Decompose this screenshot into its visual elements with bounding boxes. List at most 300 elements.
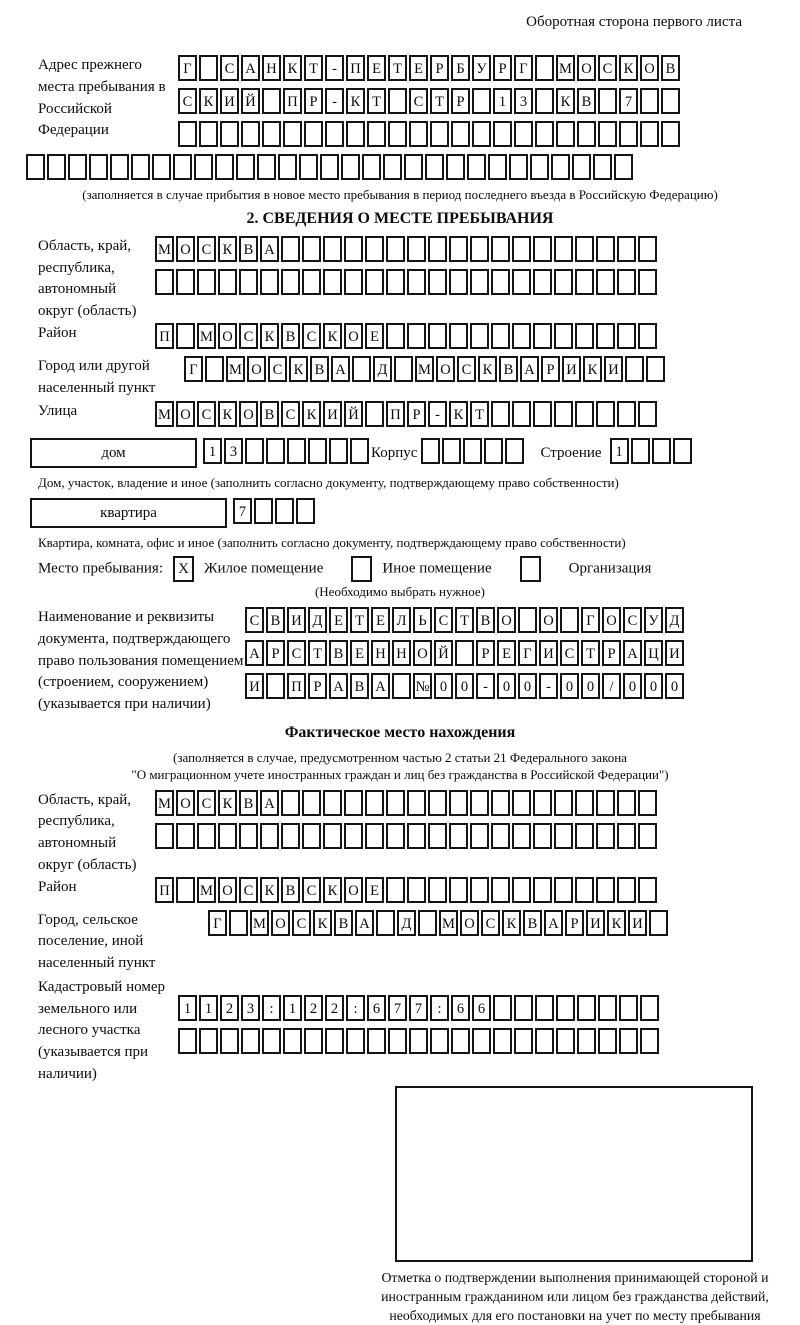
char-cell[interactable] — [640, 88, 659, 114]
char-cell[interactable]: Р — [304, 88, 323, 114]
char-cell[interactable]: 1 — [283, 995, 302, 1021]
char-cell[interactable] — [197, 269, 216, 295]
char-cell[interactable] — [491, 269, 510, 295]
char-cell[interactable] — [218, 269, 237, 295]
char-cell[interactable]: № — [413, 673, 432, 699]
char-cell[interactable]: 1 — [610, 438, 629, 464]
char-cell[interactable] — [367, 1028, 386, 1054]
char-cell[interactable] — [365, 269, 384, 295]
char-cell[interactable] — [596, 236, 615, 262]
char-cell[interactable] — [640, 995, 659, 1021]
char-cell[interactable] — [505, 438, 524, 464]
char-cell[interactable] — [365, 823, 384, 849]
char-cell[interactable] — [386, 323, 405, 349]
char-cell[interactable]: В — [577, 88, 596, 114]
char-cell[interactable]: 0 — [623, 673, 642, 699]
char-cell[interactable]: С — [302, 323, 321, 349]
char-cell[interactable]: 3 — [224, 438, 243, 464]
char-cell[interactable] — [554, 790, 573, 816]
char-cell[interactable]: 2 — [304, 995, 323, 1021]
char-cell[interactable]: - — [428, 401, 447, 427]
char-cell[interactable] — [638, 823, 657, 849]
char-cell[interactable] — [176, 823, 195, 849]
char-cell[interactable] — [409, 121, 428, 147]
char-cell[interactable] — [365, 236, 384, 262]
char-cell[interactable] — [493, 121, 512, 147]
char-cell[interactable] — [304, 1028, 323, 1054]
char-cell[interactable] — [287, 438, 306, 464]
char-cell[interactable] — [428, 323, 447, 349]
char-cell[interactable] — [341, 154, 360, 180]
char-cell[interactable] — [173, 154, 192, 180]
char-cell[interactable] — [283, 121, 302, 147]
char-cell[interactable]: Г — [581, 607, 600, 633]
char-cell[interactable]: А — [329, 673, 348, 699]
char-cell[interactable] — [239, 823, 258, 849]
char-cell[interactable]: Р — [407, 401, 426, 427]
char-cell[interactable]: Г — [178, 55, 197, 81]
char-cell[interactable]: К — [502, 910, 521, 936]
char-cell[interactable] — [673, 438, 692, 464]
char-cell[interactable] — [491, 323, 510, 349]
char-cell[interactable] — [241, 121, 260, 147]
char-cell[interactable]: М — [197, 323, 216, 349]
char-cell[interactable] — [491, 877, 510, 903]
gorod-row[interactable] — [184, 356, 667, 389]
char-cell[interactable] — [346, 1028, 365, 1054]
char-cell[interactable]: Е — [350, 640, 369, 666]
char-cell[interactable]: 1 — [203, 438, 222, 464]
char-cell[interactable] — [346, 121, 365, 147]
char-cell[interactable]: У — [472, 55, 491, 81]
char-cell[interactable] — [617, 790, 636, 816]
char-cell[interactable] — [617, 269, 636, 295]
char-cell[interactable]: С — [302, 877, 321, 903]
char-cell[interactable] — [596, 323, 615, 349]
char-cell[interactable]: Т — [350, 607, 369, 633]
char-cell[interactable] — [640, 1028, 659, 1054]
char-cell[interactable]: 0 — [434, 673, 453, 699]
char-cell[interactable] — [220, 1028, 239, 1054]
char-cell[interactable] — [376, 910, 395, 936]
char-cell[interactable] — [638, 877, 657, 903]
fact-gorod-row[interactable] — [208, 910, 670, 943]
char-cell[interactable] — [281, 790, 300, 816]
char-cell[interactable] — [638, 790, 657, 816]
char-cell[interactable]: О — [460, 910, 479, 936]
char-cell[interactable]: С — [268, 356, 287, 382]
char-cell[interactable] — [386, 823, 405, 849]
char-cell[interactable]: К — [346, 88, 365, 114]
char-cell[interactable]: Т — [455, 607, 474, 633]
char-cell[interactable]: А — [371, 673, 390, 699]
char-cell[interactable]: 0 — [665, 673, 684, 699]
char-cell[interactable] — [275, 498, 294, 524]
fact-oblast-row-2[interactable] — [155, 823, 659, 856]
char-cell[interactable]: Д — [665, 607, 684, 633]
char-cell[interactable] — [472, 88, 491, 114]
oblast-row-2[interactable] — [155, 269, 659, 302]
char-cell[interactable] — [26, 154, 45, 180]
checkbox-inoe[interactable] — [351, 556, 372, 582]
char-cell[interactable] — [266, 673, 285, 699]
char-cell[interactable] — [512, 269, 531, 295]
char-cell[interactable]: Е — [365, 323, 384, 349]
char-cell[interactable] — [199, 121, 218, 147]
char-cell[interactable] — [575, 877, 594, 903]
char-cell[interactable] — [575, 790, 594, 816]
char-cell[interactable]: Т — [367, 88, 386, 114]
char-cell[interactable]: : — [346, 995, 365, 1021]
char-cell[interactable]: Н — [392, 640, 411, 666]
char-cell[interactable]: В — [661, 55, 680, 81]
char-cell[interactable] — [556, 1028, 575, 1054]
char-cell[interactable] — [512, 236, 531, 262]
char-cell[interactable]: К — [302, 401, 321, 427]
char-cell[interactable]: 7 — [619, 88, 638, 114]
char-cell[interactable] — [323, 236, 342, 262]
char-cell[interactable] — [409, 1028, 428, 1054]
char-cell[interactable] — [386, 790, 405, 816]
char-cell[interactable] — [89, 154, 108, 180]
char-cell[interactable]: Р — [565, 910, 584, 936]
kadastr-row-1[interactable] — [178, 995, 661, 1028]
char-cell[interactable]: К — [478, 356, 497, 382]
char-cell[interactable]: И — [628, 910, 647, 936]
char-cell[interactable] — [577, 995, 596, 1021]
char-cell[interactable]: Т — [308, 640, 327, 666]
char-cell[interactable]: 3 — [514, 88, 533, 114]
char-cell[interactable] — [350, 438, 369, 464]
char-cell[interactable] — [404, 154, 423, 180]
fact-raion-row[interactable] — [155, 877, 659, 910]
char-cell[interactable]: М — [556, 55, 575, 81]
char-cell[interactable] — [442, 438, 461, 464]
char-cell[interactable]: К — [449, 401, 468, 427]
char-cell[interactable] — [470, 236, 489, 262]
char-cell[interactable] — [535, 88, 554, 114]
char-cell[interactable]: С — [481, 910, 500, 936]
char-cell[interactable]: А — [623, 640, 642, 666]
char-cell[interactable] — [551, 154, 570, 180]
char-cell[interactable]: В — [350, 673, 369, 699]
char-cell[interactable]: Д — [397, 910, 416, 936]
kvartira-box[interactable]: квартира — [30, 498, 227, 528]
char-cell[interactable]: И — [245, 673, 264, 699]
char-cell[interactable] — [535, 55, 554, 81]
char-cell[interactable] — [178, 121, 197, 147]
char-cell[interactable]: П — [155, 877, 174, 903]
prev-address-row-3[interactable] — [178, 121, 682, 154]
char-cell[interactable]: 7 — [409, 995, 428, 1021]
char-cell[interactable]: - — [325, 88, 344, 114]
char-cell[interactable]: Й — [241, 88, 260, 114]
char-cell[interactable]: С — [281, 401, 300, 427]
char-cell[interactable] — [617, 236, 636, 262]
char-cell[interactable] — [176, 877, 195, 903]
char-cell[interactable] — [367, 121, 386, 147]
char-cell[interactable] — [556, 995, 575, 1021]
char-cell[interactable] — [451, 121, 470, 147]
char-cell[interactable] — [535, 121, 554, 147]
char-cell[interactable]: - — [476, 673, 495, 699]
char-cell[interactable]: В — [334, 910, 353, 936]
char-cell[interactable]: 3 — [241, 995, 260, 1021]
char-cell[interactable]: В — [281, 877, 300, 903]
char-cell[interactable] — [493, 1028, 512, 1054]
char-cell[interactable] — [649, 910, 668, 936]
char-cell[interactable]: О — [602, 607, 621, 633]
char-cell[interactable]: С — [457, 356, 476, 382]
char-cell[interactable]: 0 — [518, 673, 537, 699]
char-cell[interactable]: К — [556, 88, 575, 114]
char-cell[interactable] — [320, 154, 339, 180]
char-cell[interactable] — [535, 995, 554, 1021]
char-cell[interactable] — [575, 823, 594, 849]
char-cell[interactable]: 2 — [220, 995, 239, 1021]
char-cell[interactable]: О — [497, 607, 516, 633]
char-cell[interactable]: В — [476, 607, 495, 633]
char-cell[interactable] — [488, 154, 507, 180]
char-cell[interactable] — [365, 790, 384, 816]
char-cell[interactable] — [512, 823, 531, 849]
char-cell[interactable]: Д — [373, 356, 392, 382]
char-cell[interactable] — [281, 236, 300, 262]
char-cell[interactable]: 6 — [367, 995, 386, 1021]
char-cell[interactable] — [575, 401, 594, 427]
char-cell[interactable] — [556, 121, 575, 147]
char-cell[interactable] — [617, 323, 636, 349]
char-cell[interactable] — [596, 401, 615, 427]
char-cell[interactable] — [470, 877, 489, 903]
char-cell[interactable]: К — [323, 877, 342, 903]
char-cell[interactable]: Г — [518, 640, 537, 666]
char-cell[interactable] — [533, 823, 552, 849]
char-cell[interactable] — [205, 356, 224, 382]
char-cell[interactable] — [386, 236, 405, 262]
char-cell[interactable]: Е — [329, 607, 348, 633]
char-cell[interactable] — [484, 438, 503, 464]
char-cell[interactable]: 0 — [497, 673, 516, 699]
char-cell[interactable] — [257, 154, 276, 180]
char-cell[interactable]: Е — [497, 640, 516, 666]
char-cell[interactable] — [407, 269, 426, 295]
char-cell[interactable]: С — [287, 640, 306, 666]
char-cell[interactable] — [640, 121, 659, 147]
char-cell[interactable] — [152, 154, 171, 180]
char-cell[interactable]: О — [176, 790, 195, 816]
char-cell[interactable] — [344, 823, 363, 849]
char-cell[interactable]: О — [239, 401, 258, 427]
char-cell[interactable]: У — [644, 607, 663, 633]
char-cell[interactable] — [407, 236, 426, 262]
char-cell[interactable] — [533, 401, 552, 427]
char-cell[interactable] — [638, 236, 657, 262]
char-cell[interactable] — [491, 401, 510, 427]
char-cell[interactable] — [281, 269, 300, 295]
char-cell[interactable] — [470, 323, 489, 349]
char-cell[interactable] — [302, 236, 321, 262]
char-cell[interactable] — [652, 438, 671, 464]
char-cell[interactable] — [155, 269, 174, 295]
char-cell[interactable] — [386, 877, 405, 903]
char-cell[interactable] — [262, 121, 281, 147]
char-cell[interactable]: О — [176, 236, 195, 262]
char-cell[interactable] — [302, 790, 321, 816]
char-cell[interactable] — [260, 823, 279, 849]
char-cell[interactable] — [619, 1028, 638, 1054]
char-cell[interactable]: 6 — [472, 995, 491, 1021]
char-cell[interactable] — [344, 236, 363, 262]
document-row-1[interactable] — [245, 607, 686, 640]
char-cell[interactable] — [344, 269, 363, 295]
char-cell[interactable]: Й — [344, 401, 363, 427]
char-cell[interactable]: С — [245, 607, 264, 633]
char-cell[interactable] — [625, 356, 644, 382]
char-cell[interactable] — [194, 154, 213, 180]
char-cell[interactable]: Н — [262, 55, 281, 81]
char-cell[interactable]: А — [245, 640, 264, 666]
char-cell[interactable]: П — [386, 401, 405, 427]
char-cell[interactable]: Е — [365, 877, 384, 903]
char-cell[interactable] — [392, 673, 411, 699]
char-cell[interactable]: К — [218, 790, 237, 816]
char-cell[interactable] — [470, 269, 489, 295]
char-cell[interactable]: - — [325, 55, 344, 81]
char-cell[interactable] — [509, 154, 528, 180]
char-cell[interactable]: 1 — [199, 995, 218, 1021]
char-cell[interactable]: / — [602, 673, 621, 699]
char-cell[interactable] — [493, 995, 512, 1021]
raion-row[interactable] — [155, 323, 659, 356]
char-cell[interactable]: О — [247, 356, 266, 382]
char-cell[interactable]: М — [250, 910, 269, 936]
char-cell[interactable] — [514, 1028, 533, 1054]
ulitsa-row[interactable] — [155, 401, 659, 434]
char-cell[interactable]: К — [323, 323, 342, 349]
char-cell[interactable] — [596, 269, 615, 295]
char-cell[interactable]: Н — [371, 640, 390, 666]
char-cell[interactable] — [394, 356, 413, 382]
char-cell[interactable] — [131, 154, 150, 180]
char-cell[interactable] — [472, 1028, 491, 1054]
char-cell[interactable]: В — [329, 640, 348, 666]
char-cell[interactable] — [430, 1028, 449, 1054]
char-cell[interactable] — [299, 154, 318, 180]
char-cell[interactable]: С — [197, 236, 216, 262]
char-cell[interactable]: Т — [304, 55, 323, 81]
char-cell[interactable] — [463, 438, 482, 464]
char-cell[interactable] — [449, 236, 468, 262]
char-cell[interactable]: Т — [388, 55, 407, 81]
char-cell[interactable] — [575, 269, 594, 295]
char-cell[interactable]: О — [218, 323, 237, 349]
char-cell[interactable] — [554, 823, 573, 849]
char-cell[interactable]: Р — [602, 640, 621, 666]
char-cell[interactable]: Г — [184, 356, 203, 382]
char-cell[interactable] — [535, 1028, 554, 1054]
char-cell[interactable] — [254, 498, 273, 524]
char-cell[interactable] — [661, 121, 680, 147]
char-cell[interactable] — [388, 88, 407, 114]
char-cell[interactable]: : — [262, 995, 281, 1021]
char-cell[interactable]: Б — [451, 55, 470, 81]
char-cell[interactable]: П — [283, 88, 302, 114]
char-cell[interactable]: 6 — [451, 995, 470, 1021]
char-cell[interactable] — [197, 823, 216, 849]
char-cell[interactable]: А — [355, 910, 374, 936]
char-cell[interactable]: А — [331, 356, 350, 382]
char-cell[interactable]: И — [562, 356, 581, 382]
char-cell[interactable] — [451, 1028, 470, 1054]
char-cell[interactable] — [323, 269, 342, 295]
char-cell[interactable]: И — [323, 401, 342, 427]
char-cell[interactable] — [262, 88, 281, 114]
char-cell[interactable] — [470, 790, 489, 816]
char-cell[interactable]: С — [623, 607, 642, 633]
char-cell[interactable]: С — [560, 640, 579, 666]
char-cell[interactable]: К — [313, 910, 332, 936]
char-cell[interactable] — [638, 269, 657, 295]
char-cell[interactable] — [646, 356, 665, 382]
char-cell[interactable] — [302, 269, 321, 295]
char-cell[interactable]: В — [310, 356, 329, 382]
char-cell[interactable] — [239, 269, 258, 295]
char-cell[interactable] — [260, 269, 279, 295]
kadastr-row-2[interactable] — [178, 1028, 661, 1061]
char-cell[interactable]: П — [155, 323, 174, 349]
char-cell[interactable] — [470, 823, 489, 849]
char-cell[interactable]: И — [287, 607, 306, 633]
char-cell[interactable]: В — [239, 236, 258, 262]
char-cell[interactable]: К — [260, 323, 279, 349]
char-cell[interactable] — [47, 154, 66, 180]
char-cell[interactable] — [472, 121, 491, 147]
char-cell[interactable] — [425, 154, 444, 180]
char-cell[interactable]: 0 — [560, 673, 579, 699]
char-cell[interactable] — [449, 877, 468, 903]
char-cell[interactable] — [491, 236, 510, 262]
char-cell[interactable] — [577, 121, 596, 147]
char-cell[interactable] — [533, 877, 552, 903]
char-cell[interactable]: К — [607, 910, 626, 936]
char-cell[interactable]: Д — [308, 607, 327, 633]
char-cell[interactable]: С — [197, 401, 216, 427]
char-cell[interactable]: Т — [470, 401, 489, 427]
char-cell[interactable] — [428, 823, 447, 849]
char-cell[interactable] — [533, 323, 552, 349]
char-cell[interactable] — [236, 154, 255, 180]
char-cell[interactable]: Й — [434, 640, 453, 666]
char-cell[interactable] — [386, 269, 405, 295]
char-cell[interactable] — [560, 607, 579, 633]
char-cell[interactable] — [245, 438, 264, 464]
char-cell[interactable] — [421, 438, 440, 464]
char-cell[interactable]: Е — [371, 607, 390, 633]
char-cell[interactable] — [514, 121, 533, 147]
char-cell[interactable] — [514, 995, 533, 1021]
char-cell[interactable] — [323, 823, 342, 849]
char-cell[interactable] — [572, 154, 591, 180]
char-cell[interactable] — [512, 790, 531, 816]
char-cell[interactable] — [383, 154, 402, 180]
stroenie-cells[interactable] — [610, 438, 694, 471]
char-cell[interactable] — [266, 438, 285, 464]
char-cell[interactable] — [352, 356, 371, 382]
char-cell[interactable] — [617, 823, 636, 849]
char-cell[interactable] — [512, 877, 531, 903]
char-cell[interactable] — [617, 401, 636, 427]
